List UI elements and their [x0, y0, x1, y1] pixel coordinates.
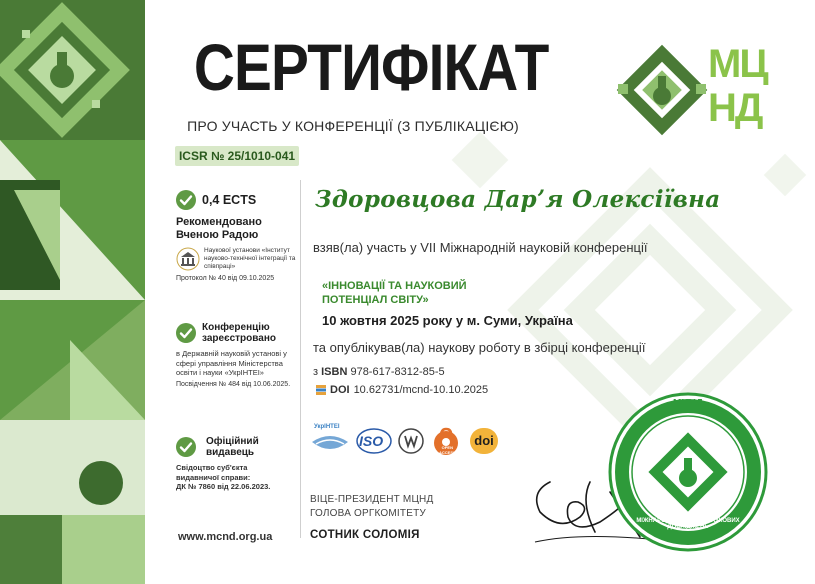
publisher-desc-3: ДК № 7860 від 22.06.2023. — [176, 482, 271, 491]
ukrintei-label: УкрІНТЕІ — [314, 424, 340, 430]
institution-building-icon — [176, 247, 200, 271]
iso-label: ISO — [359, 433, 384, 449]
publisher-desc-2: видавничої справи: — [176, 472, 251, 482]
mcnd-letters-text: МЦНД — [708, 42, 767, 130]
registration-desc: в Державній науковій установі у сфері управління Міністерства освіти і науки «УкрІНТЕІ» — [176, 349, 287, 377]
iso-logo — [356, 428, 392, 454]
conference-title — [322, 279, 467, 307]
certificate-subtitle: ПРО УЧАСТЬ У КОНФЕРЕНЦІЇ (З ПУБЛІКАЦІЄЮ) — [187, 118, 519, 134]
participation-text: взяв(ла) участь у VІІ Міжнародній науковій конференції — [313, 240, 648, 255]
doi-label: DOI — [330, 384, 350, 396]
doi-logo-label: doi — [474, 433, 494, 448]
council-label: Вченою Радою — [176, 229, 259, 241]
registration-title-2: зареєстровано — [202, 333, 276, 344]
signatory-position-2: ГОЛОВА ОРГКОМІТЕТУ — [310, 508, 426, 519]
doi-logo — [470, 428, 498, 454]
check-circle-icon — [176, 323, 196, 343]
open-access-logo — [430, 426, 462, 456]
signature-block — [310, 493, 433, 541]
check-circle-icon — [176, 190, 196, 210]
open-access-line-1: OPEN — [441, 445, 453, 450]
isbn-prefix: з — [313, 366, 319, 378]
ects-value: 0,4 ECTS — [202, 193, 257, 207]
published-text: та опублікував(ла) наукову роботу в збірці конференції — [313, 340, 646, 355]
doi-line — [316, 384, 488, 396]
isbn-line — [313, 366, 445, 378]
conference-title-line-2: ПОТЕНЦІАЛ СВІТУ» — [322, 294, 429, 306]
protocol-text: Протокол № 40 від 09.10.2025 — [176, 275, 275, 282]
publisher-desc-1: Свідоцтво суб'єкта — [176, 463, 248, 472]
seal-ring-label: МІЖНАРОДНИЙ ЦЕНТР НАУКОВИХ ДОСЛІДЖЕНЬ — [636, 518, 740, 530]
institution-name: Наукової установи «Інститут науково-технічної інтеграції та співпраці» — [204, 247, 296, 270]
open-access-line-2: ACCESS — [439, 450, 456, 455]
signatory-position-1: ВІЦЕ-ПРЕЗИДЕНТ МЦНД — [310, 494, 434, 505]
conference-date-place: 10 жовтня 2025 року у м. Суми, Україна — [322, 313, 573, 328]
ukrintei-logo-icon — [310, 426, 350, 456]
registration-block — [176, 322, 296, 388]
column-divider — [300, 180, 301, 538]
seal-top-label: МЦНД — [673, 398, 703, 409]
certificate-code-badge: ICSR № 25/1010-041 — [175, 146, 299, 166]
mcnd-logo-icon — [612, 40, 712, 140]
recommended-label: Рекомендовано — [176, 216, 262, 228]
open-access-label — [439, 445, 456, 455]
website-link[interactable]: www.mcnd.org.ua — [178, 531, 273, 543]
left-decorative-strip — [0, 0, 145, 584]
partner-logos — [310, 424, 510, 460]
signatory-name: СОТНИК СОЛОМІЯ — [310, 529, 420, 541]
mcnd-logo-letters — [708, 42, 772, 130]
trident-emblem-icon — [398, 428, 424, 454]
isbn-value: 978-617-8312-85-5 — [350, 366, 445, 378]
registration-title-1: Конференцію — [202, 322, 270, 333]
doi-value: 10.62731/mcnd-10.10.2025 — [353, 384, 489, 396]
isbn-label: ISBN — [321, 366, 348, 378]
check-circle-icon — [176, 437, 196, 457]
publisher-title-2: видавець — [206, 447, 255, 458]
ects-block — [176, 190, 296, 282]
doi-flag-icon — [316, 385, 326, 395]
conference-title-line-1: «ІННОВАЦІЇ ТА НАУКОВИЙ — [322, 280, 467, 292]
registration-cert: Посвідчення № 484 від 10.06.2025. — [176, 380, 291, 388]
recipient-name: Здоровцова Дарʼя Олексіївна — [315, 186, 721, 213]
publisher-title-1: Офіційний — [206, 436, 259, 447]
publisher-block — [176, 436, 296, 492]
mcnd-seal — [608, 392, 768, 552]
certificate-title: СЕРТИФІКАТ — [193, 30, 549, 104]
mcnd-logo — [612, 40, 772, 140]
